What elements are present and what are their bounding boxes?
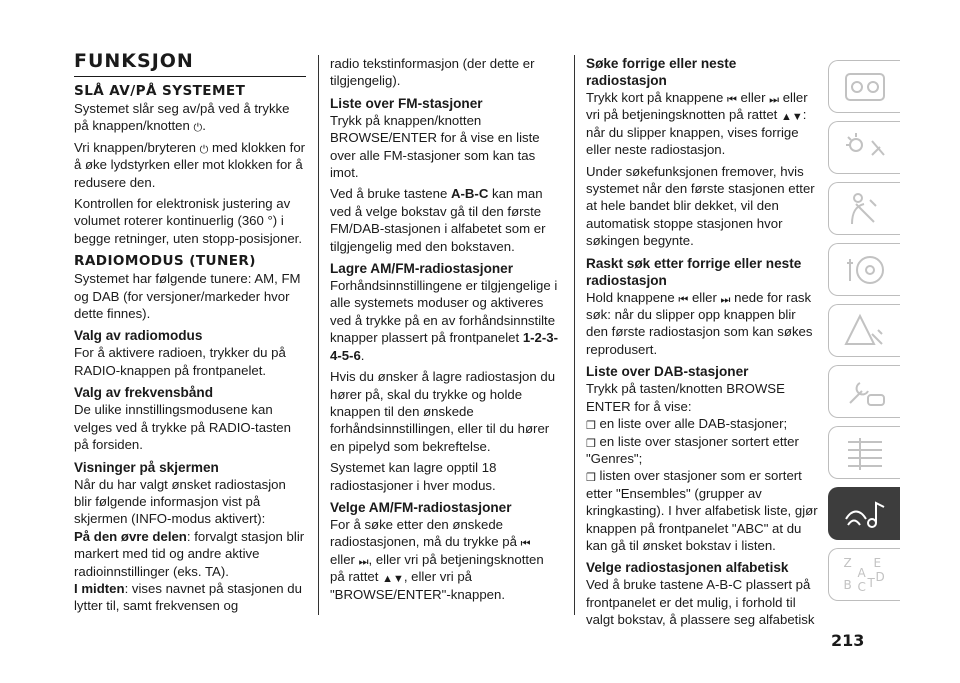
seatbelt-icon: [842, 190, 888, 228]
tab-technical-data[interactable]: [828, 426, 900, 479]
alphabet-index-icon: Z E A B C T D: [843, 555, 885, 594]
previous-track-icon: ⏮: [726, 94, 737, 106]
list-item: ❒ en liste over stasjoner sortert etter "Genres";: [586, 433, 799, 466]
bullet-icon: ❒: [586, 472, 596, 485]
paragraph: Systemet slår seg av/på ved å trykke på knappen/knotten ⏻.: [74, 101, 290, 135]
column-2: [330, 55, 562, 603]
paragraph: Hold knappene ⏮ eller ⏭ nede for rask søk: når du slipper opp knappen blir den første radiostasjon som kan søkes reprodusert.: [586, 289, 813, 357]
steering-wheel-icon: [842, 251, 888, 289]
paragraph: Når du har valgt ønsket radiostasjon blir følgende informasjon vist på skjermen (INFO-modus aktivert):: [74, 476, 286, 527]
subsection-heading: Valg av frekvensbånd: [74, 385, 214, 401]
subsection-heading: Lagre AM/FM-radiostasjoner: [330, 261, 514, 277]
paragraph: Ved å bruke tastene A-B-C kan man ved å velge bokstav gå til den første FM/DAB-stasjonen i alfabetet som er tilgjengelig med den bokstaven.: [330, 186, 546, 254]
subsection-heading: Velge radiostasjonen alfabetisk: [586, 560, 789, 576]
tab-index[interactable]: [828, 548, 900, 601]
previous-track-icon: ⏮: [520, 538, 531, 551]
paragraph: På den øvre delen: forvalgt stasjon blir markert med tid og andre aktive radioinnstillinger (eks. TA).: [74, 528, 305, 579]
wrench-car-icon: [842, 373, 888, 411]
subsection-heading: Liste over DAB-stasjoner: [586, 364, 749, 380]
paragraph: Under søkefunksjonen fremover, hvis systemet når den første stasjonen etter at hele bandet blir dekket, vil den automatisk stoppe stasjonen hvor søkingen begynte.: [586, 163, 815, 249]
tab-maintenance[interactable]: [828, 365, 900, 418]
tab-emergency[interactable]: [828, 304, 900, 357]
page-title: FUNKSJON: [74, 50, 306, 77]
paragraph: De ulike innstillingsmodusene kan velges ved å trykke på RADIO-tasten på forsiden.: [74, 402, 291, 453]
light-sun-icon: [842, 129, 888, 167]
paragraph: For å søke etter den ønskede radiostasjonen, må du trykke på ⏮ eller ⏭, eller vri på betjeningsknotten på rattet ▲▼, eller vri på "BROWSE/ENTER"-knappen.: [330, 516, 544, 602]
paragraph: radio tekstinformasjon (der dette er tilgjengelig).: [330, 56, 535, 89]
column-1: [74, 50, 306, 615]
paragraph: Systemet har følgende tunere: AM, FM og DAB (for versjoner/markeder hvor dette finnes).: [74, 271, 301, 322]
list-item: ❒ en liste over alle DAB-stasjoner;: [586, 416, 788, 433]
subsection-heading: Velge AM/FM-radiostasjoner: [330, 499, 512, 515]
subsection-heading: Valg av radiomodus: [74, 328, 203, 344]
tab-driving[interactable]: [828, 243, 900, 296]
multimedia-music-icon: [842, 495, 888, 533]
paragraph: Ved å bruke tastene A-B-C plassert på frontpanelet er det mulig, i forhold til valgt bokstav, å plassere seg alfabetisk: [586, 577, 815, 628]
subsection-heading: Søke forrige eller neste radiostasjon: [586, 56, 737, 88]
bullet-icon: ❒: [586, 420, 596, 433]
page-number: 213: [831, 631, 865, 650]
next-track-icon: ⏭: [769, 94, 780, 106]
up-down-arrows-icon: ▲▼: [382, 573, 404, 586]
paragraph: Hvis du ønsker å lagre radiostasjon du hører på, skal du trykke og holde knappen til den ønskede forhåndsinnstillingen, eller til du hører en pipelyd som bekreftelse.: [330, 369, 556, 454]
tab-safety[interactable]: [828, 182, 900, 235]
subsection-heading: Liste over FM-stasjoner: [330, 95, 483, 111]
car-dashboard-icon: [842, 68, 888, 106]
tab-dashboard[interactable]: [828, 60, 900, 113]
column-3: [586, 55, 818, 629]
paragraph: Systemet kan lagre opptil 18 radiostasjoner i hver modus.: [330, 460, 497, 493]
warning-triangle-icon: [842, 312, 888, 350]
column-divider: [318, 55, 319, 615]
up-down-arrows-icon: ▲▼: [781, 111, 803, 124]
subsection-heading: Visninger på skjermen: [74, 459, 219, 475]
list-item: ❒ listen over stasjoner som er sortert etter "Ensembles" (grupper av kringkasting). I hver alfabetisk liste, gjør knappen på frontpanelet "ABC" at du kan gå til ønsket bokstav i listen.: [586, 468, 818, 553]
paragraph: Trykk på tasten/knotten BROWSE ENTER for å vise:: [586, 381, 785, 414]
paragraph: Kontrollen for elektronisk justering av volumet roterer kontinuerlig (360 °) i begge retninger, uten stopp-posisjoner.: [74, 196, 303, 246]
section-heading: SLÅ AV/PÅ SYSTEMET: [74, 83, 246, 99]
subsection-heading: Raskt søk etter forrige eller neste radiostasjon: [586, 255, 802, 288]
tab-multimedia[interactable]: [828, 487, 900, 540]
section-heading: RADIOMODUS (TUNER): [74, 253, 256, 270]
tab-lights[interactable]: [828, 121, 900, 174]
paragraph: Vri knappen/bryteren ⏻ med klokken for å øke lydstyrken eller mot klokken for å redusere den.: [74, 139, 306, 190]
bullet-icon: ❒: [586, 437, 596, 450]
paragraph: Forhåndsinnstillingene er tilgjengelige i alle systemets moduser og aktiveres ved å trykke på en av forhåndsinnstilte knapper plassert på frontpanelet 1-2-3-4-5-6.: [330, 278, 558, 363]
paragraph: Trykk på knappen/knotten BROWSE/ENTER for å vise en liste over alle FM-stasjoner som kan tas imot.: [330, 112, 540, 181]
paragraph: Trykk kort på knappene ⏮ eller ⏭ eller vri på betjeningsknotten på rattet ▲▼: når du slipper knappen, vises forrige eller neste radiostasjon.: [586, 90, 808, 158]
paragraph: For å aktivere radioen, trykker du på RADIO-knappen på frontpanelet.: [74, 345, 286, 378]
paragraph: I midten: vises navnet på stasjonen du lytter til, samt frekvensen og: [74, 580, 302, 614]
column-divider: [574, 55, 575, 615]
previous-track-icon: ⏮: [678, 293, 689, 306]
technical-data-icon: [842, 434, 888, 472]
next-track-icon: ⏭: [358, 555, 369, 568]
power-icon: ⏻: [193, 122, 203, 135]
chapter-tabs: [828, 60, 900, 609]
power-icon: ⏻: [199, 143, 209, 156]
next-track-icon: ⏭: [720, 293, 731, 306]
